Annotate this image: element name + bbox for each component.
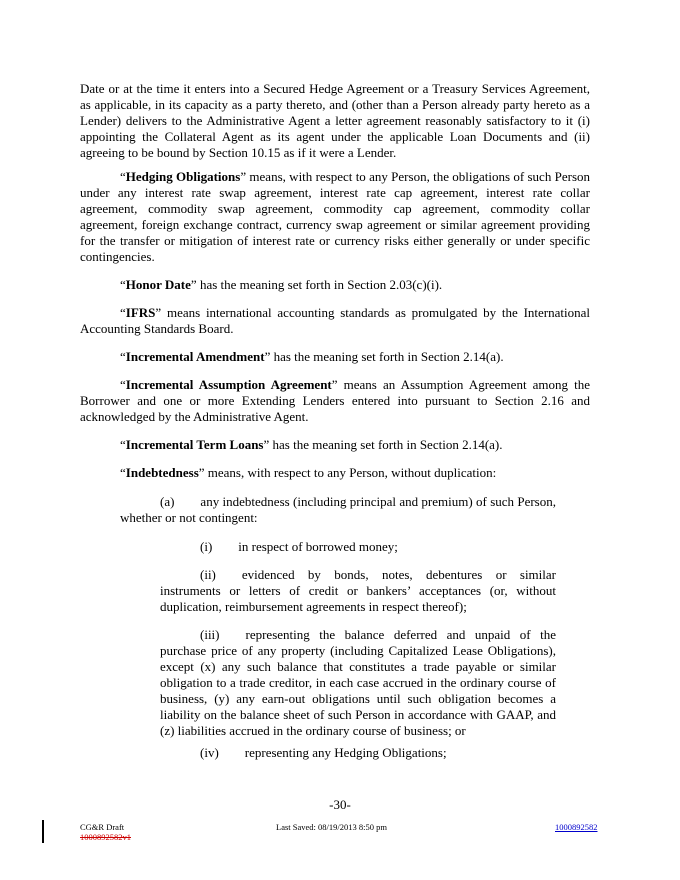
clause-ii: (ii) evidenced by bonds, notes, debentures or similar instruments or letters of credit or bankers’ acceptances (or, without duplication, reimbursement agreements in respect thereof); (160, 567, 556, 614)
quote-close: ” (190, 277, 197, 292)
definition-text: means, with respect to any Person, the obligations of such Person under any interest rate swap agreement, interest rate cap agreement, interest rate collar agreement, commodity swap agreement, commodity cap agreement, commodity collar agreement, foreign exchange contract, currency swap agreement or similar agreement providing for the transfer or mitigation of interest rate or currency risks either generally or under specific contingencies. (80, 169, 591, 264)
definition-incremental-term-loans (80, 437, 590, 453)
quote-open: “ (120, 377, 126, 392)
quote-open: “ (120, 305, 126, 320)
term-indebtedness: Indebtedness (125, 465, 199, 480)
quote-open: “ (120, 277, 126, 292)
definition-text: has the meaning set forth in Section 2.14(a). (270, 349, 504, 364)
paragraph-secured-parties-continuation: Date or at the time it enters into a Secured Hedge Agreement or a Treasury Services Agreement, as applicable, in its capacity as a party thereto, and (other than a Person already party hereto as a Lender) delivers to the Administrative Agent a letter agreement reasonably satisfactory to it (i) appointing the Collateral Agent as its agent under the applicable Loan Documents and (ii) agreeing to be bound by Section 10.15 as if it were a Lender. (80, 81, 590, 160)
quote-open: “ (120, 465, 126, 480)
term-ifrs: IFRS (125, 305, 156, 320)
definition-honor-date (80, 277, 590, 293)
quote-close: ” (263, 437, 270, 452)
quote-close: ” (198, 465, 205, 480)
definition-text: has the meaning set forth in Section 2.03(c)(i). (196, 277, 443, 292)
footer-struck-docnum: 1000892582v1 (80, 832, 131, 842)
definition-text: means an Assumption Agreement among the Borrower and one or more Extending Lenders entered into pursuant to Section 2.16 and acknowledged by the Administrative Agent. (80, 377, 591, 424)
footer-docnum-link[interactable]: 1000892582 (555, 822, 598, 832)
quote-close: ” (155, 305, 162, 320)
clause-i: (i) in respect of borrowed money; (200, 539, 398, 554)
definition-text: means international accounting standards as promulgated by the International Accounting Standards Board. (80, 305, 590, 336)
change-bar (42, 820, 44, 843)
footer-last-saved: Last Saved: 08/19/2013 8:50 pm (276, 822, 387, 832)
footer-draft-label: CG&R Draft (80, 822, 125, 832)
definition-text: has the meaning set forth in Section 2.14(a). (269, 437, 503, 452)
clause-iii: (iii) representing the balance deferred and unpaid of the purchase price of any property (including Capitalized Lease Obligations), except (x) any such balance that constitutes a trade payable or similar obligation to a trade creditor, in each case accrued in the ordinary course of business, (y) any earn-out obligations until such obligation becomes a liability on the balance sheet of such Person in accordance with GAAP, and (z) liabilities accrued in the ordinary course of business; or (160, 627, 556, 738)
term-incremental-term-loans: Incremental Term Loans (125, 437, 264, 452)
quote-open: “ (120, 169, 126, 184)
clause-a: (a) any indebtedness (including principal and premium) of such Person, whether or not contingent: (120, 494, 556, 525)
quote-open: “ (120, 349, 126, 364)
definition-text: means, with respect to any Person, without duplication: (204, 465, 497, 480)
page-number: -30- (329, 797, 351, 812)
term-hedging-obligations: Hedging Obligations (125, 169, 241, 184)
definition-hedging-obligations (80, 169, 590, 265)
definition-indebtedness (80, 465, 590, 481)
quote-close: ” (264, 349, 271, 364)
quote-close: ” (240, 169, 247, 184)
term-honor-date: Honor Date (125, 277, 191, 292)
term-incremental-assumption-agreement: Incremental Assumption Agreement (125, 377, 332, 392)
quote-close: ” (331, 377, 338, 392)
term-incremental-amendment: Incremental Amendment (125, 349, 265, 364)
clause-iv: (iv) representing any Hedging Obligations; (200, 745, 447, 760)
definition-incremental-amendment (80, 349, 590, 365)
quote-open: “ (120, 437, 126, 452)
definition-ifrs (80, 305, 590, 337)
definition-incremental-assumption-agreement (80, 377, 590, 425)
